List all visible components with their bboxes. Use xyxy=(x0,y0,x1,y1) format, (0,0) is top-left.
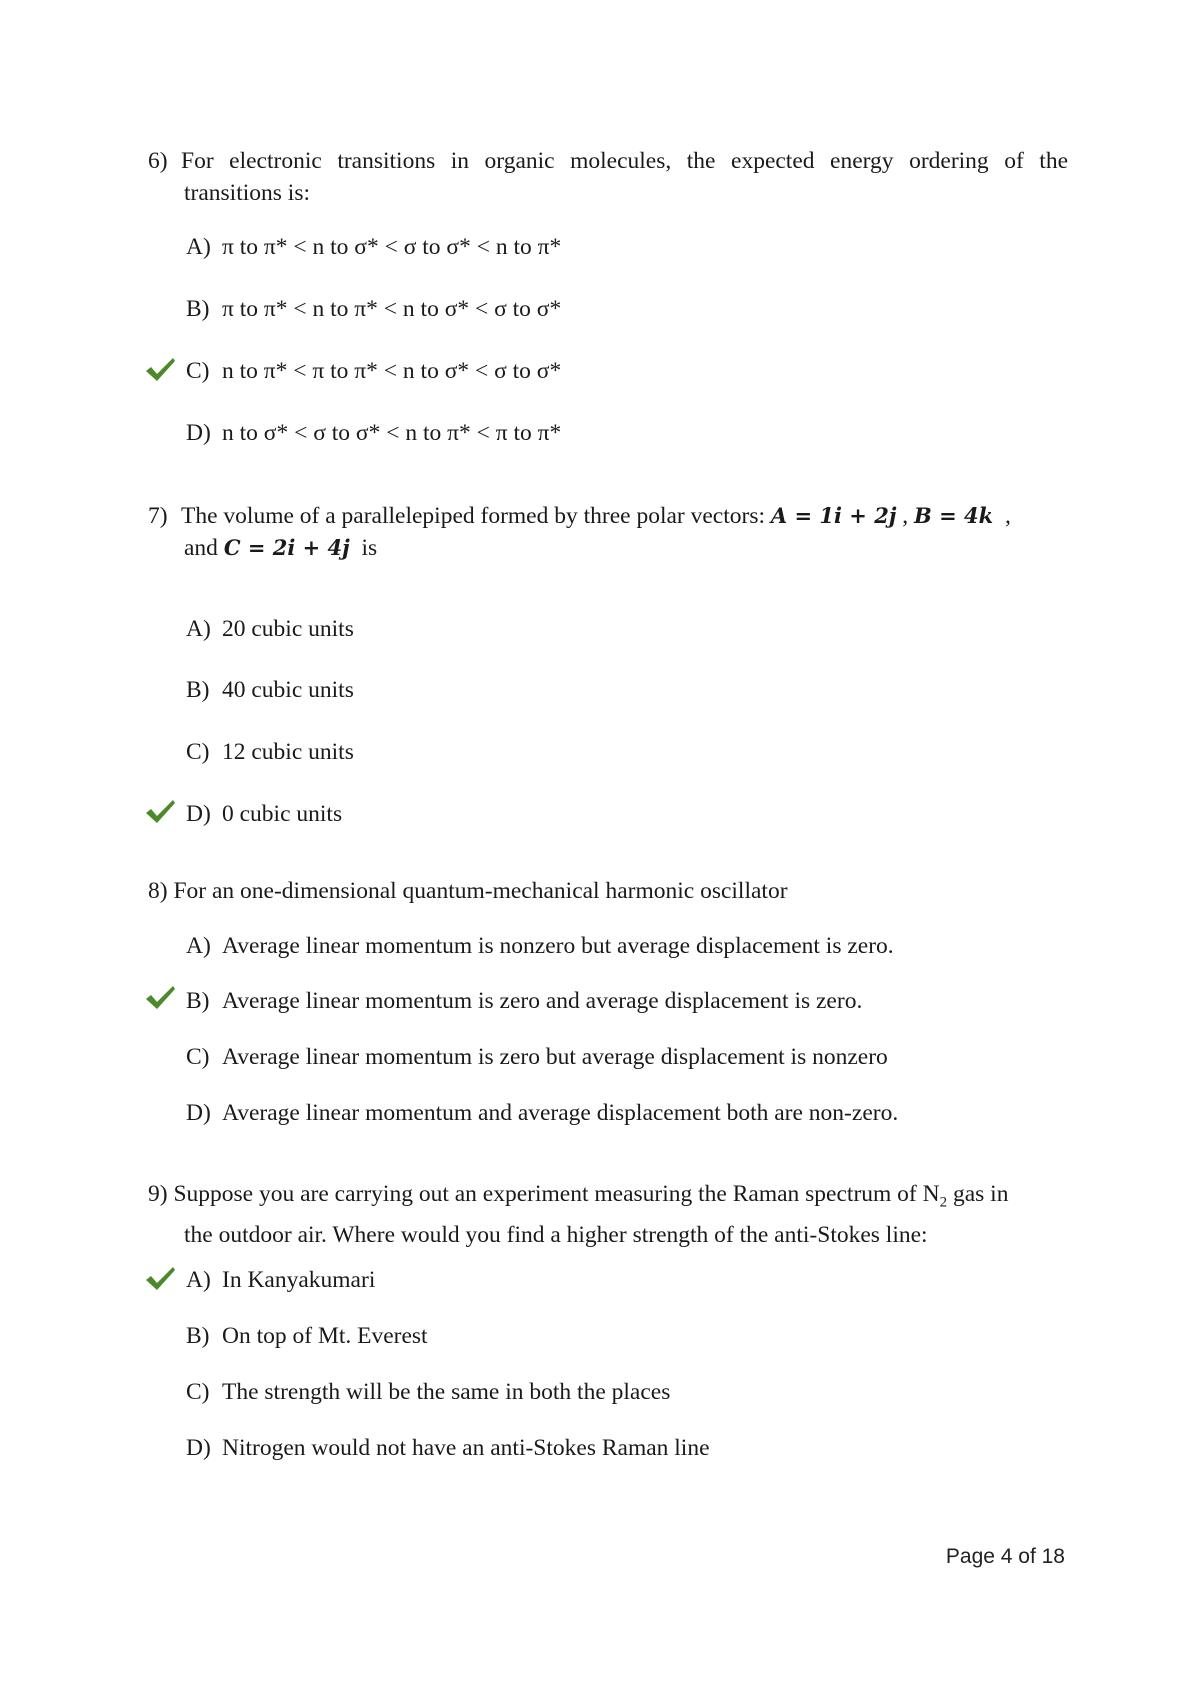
vector-a: A = 1i + 2j xyxy=(770,503,897,528)
option-9b[interactable]: B) On top of Mt. Everest xyxy=(186,1323,428,1349)
option-6d[interactable]: D) n to σ* < σ to σ* < n to π* < π to π* xyxy=(186,420,562,446)
option-7a[interactable]: A) 20 cubic units xyxy=(186,616,354,642)
question-6 xyxy=(148,145,1068,209)
question-stem: 7) The volume of a parallelepiped formed by three polar vectors: A = 1i + 2j , B = 4k , xyxy=(148,500,1068,532)
check-mark-icon xyxy=(144,797,176,825)
option-8b[interactable]: B) Average linear momentum is zero and average displacement is zero. xyxy=(186,988,863,1014)
check-mark-icon xyxy=(144,355,176,383)
question-stem: 6) For electronic transitions in organic molecules, the expected energy ordering of the xyxy=(148,145,1068,177)
option-9a[interactable]: A) In Kanyakumari xyxy=(186,1267,376,1293)
option-6a[interactable]: A) π to π* < n to σ* < σ to σ* < n to π* xyxy=(186,234,562,260)
check-mark-icon xyxy=(144,983,176,1011)
option-8d[interactable]: D) Average linear momentum and average displacement both are non-zero. xyxy=(186,1100,899,1126)
option-6c[interactable]: C) n to π* < π to π* < n to σ* < σ to σ* xyxy=(186,358,562,384)
question-number: 6) xyxy=(148,148,168,174)
option-6b[interactable]: B) π to π* < n to π* < n to σ* < σ to σ* xyxy=(186,296,562,322)
vector-b: B = 4k xyxy=(914,503,994,528)
check-mark-icon xyxy=(144,1264,176,1292)
option-8c[interactable]: C) Average linear momentum is zero but average displacement is nonzero xyxy=(186,1044,888,1070)
question-9 xyxy=(148,1178,1068,1251)
question-stem-continued: the outdoor air. Where would you find a higher strength of the anti-Stokes line: xyxy=(184,1221,928,1248)
option-9d[interactable]: D) Nitrogen would not have an anti-Stokes Raman line xyxy=(186,1435,710,1461)
question-stem: 9) Suppose you are carrying out an experiment measuring the Raman spectrum of $N_2$ gas in xyxy=(148,1181,1009,1211)
option-7d[interactable]: D) 0 cubic units xyxy=(186,801,343,827)
question-number: 9) xyxy=(148,1181,168,1207)
question-number: 8) xyxy=(148,878,168,904)
question-number: 7) xyxy=(148,503,168,529)
vector-c: C = 2i + 4j xyxy=(223,535,350,560)
question-7: 7) The volume of a parallelepiped formed by three polar vectors: A = 1i + 2j , B = 4k , and C = 2i + 4j is xyxy=(148,500,1068,564)
option-8a[interactable]: A) Average linear momentum is nonzero but average displacement is zero. xyxy=(186,933,894,959)
option-9c[interactable]: C) The strength will be the same in both the places xyxy=(186,1379,671,1405)
question-stem: 8) For an one-dimensional quantum-mechanical harmonic oscillator xyxy=(148,878,788,904)
question-8 xyxy=(148,875,1068,907)
page-number: Page 4 of 18 xyxy=(945,1545,1065,1568)
option-7c[interactable]: C) 12 cubic units xyxy=(186,739,354,765)
option-7b[interactable]: B) 40 cubic units xyxy=(186,677,354,703)
question-stem-continued: transitions is: xyxy=(184,180,310,206)
